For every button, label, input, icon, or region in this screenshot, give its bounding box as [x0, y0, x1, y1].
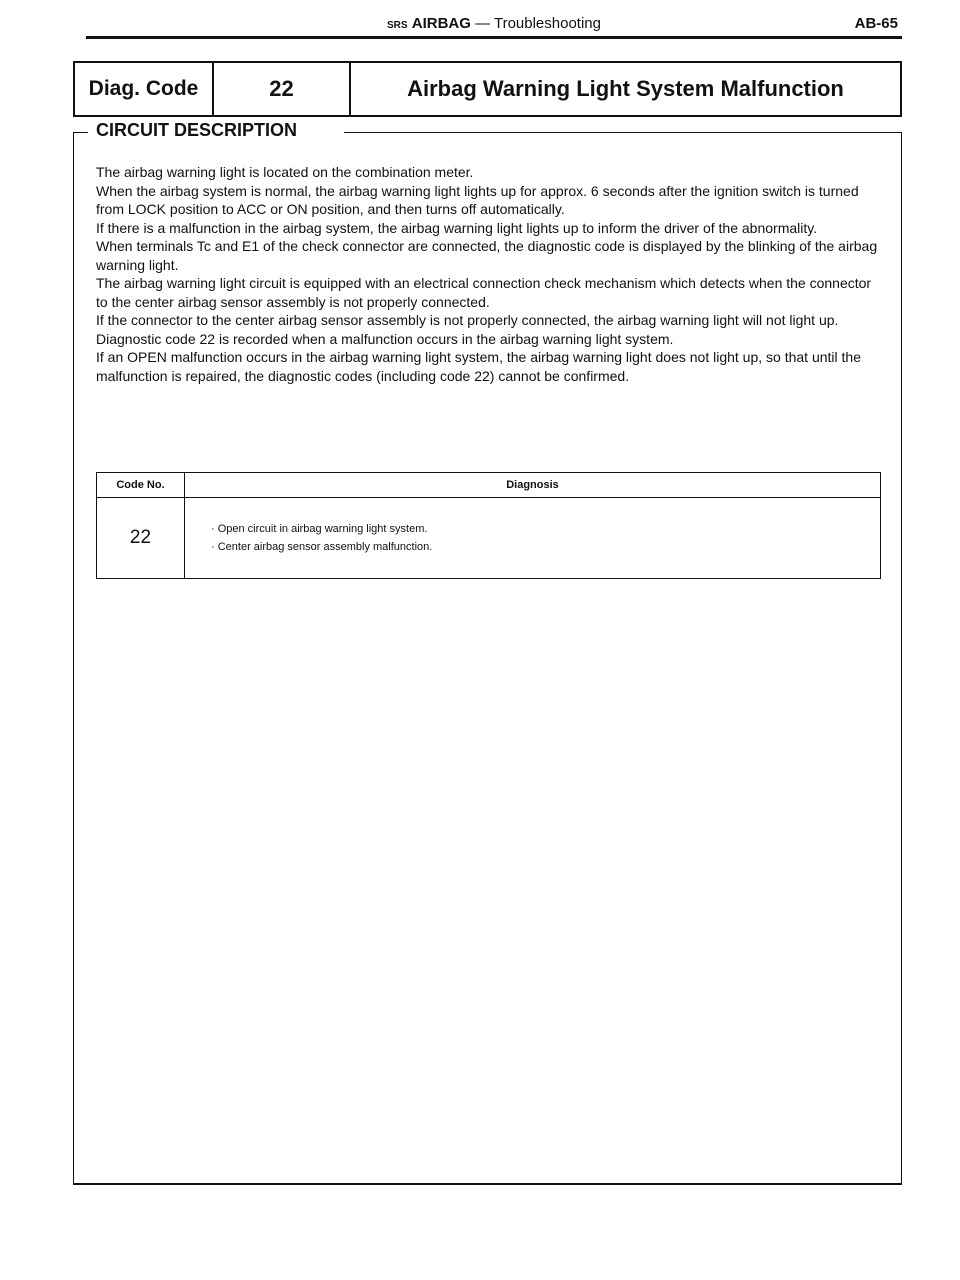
diag-code-title: Airbag Warning Light System Malfunction	[349, 63, 900, 115]
diagnosis-item: · Center airbag sensor assembly malfunction.	[211, 541, 433, 553]
diagnosis-table	[96, 472, 881, 579]
header-srs: SRS	[387, 20, 408, 31]
diag-code-number: 22	[212, 63, 349, 115]
table-cell-diagnosis	[185, 498, 881, 579]
description-line: The airbag warning light is located on the combination meter.	[96, 164, 474, 180]
diag-code-label: Diag. Code	[88, 77, 199, 100]
circuit-description-frame	[73, 120, 902, 1185]
column-header-code: Code No.	[97, 473, 185, 498]
table-header-row	[97, 473, 881, 498]
diag-code-box	[73, 61, 902, 117]
header-rule	[86, 36, 902, 39]
table-row	[97, 498, 881, 579]
section-title: CIRCUIT DESCRIPTION	[92, 120, 301, 141]
description-line: The airbag warning light circuit is equipped with an electrical connection check mechanism which detects when the connector to the center airbag sensor assembly is not properly connected.	[96, 275, 872, 310]
table-cell-code: 22	[97, 498, 185, 579]
description-line: Diagnostic code 22 is recorded when a malfunction occurs in the airbag warning light system.	[96, 330, 674, 347]
circuit-description	[96, 163, 884, 385]
description-line: When the airbag system is normal, the airbag warning light lights up for approx. 6 seconds after the ignition switch is turned from LOCK position to ACC or ON position, and then turns off automatically.	[96, 182, 859, 217]
page-header	[86, 10, 902, 38]
header-section: AIRBAG	[411, 15, 471, 32]
frame-rule-right	[344, 132, 901, 133]
description-line: If an OPEN malfunction occurs in the airbag warning light system, the airbag warning light does not light up, so that until the malfunction is repaired, the diagnostic codes (including code 22) cannot be confirmed.	[96, 349, 861, 384]
header-title	[86, 15, 902, 32]
description-line: If the connector to the center airbag sensor assembly is not properly connected, the airbag warning light will not light up.	[96, 312, 839, 328]
diagnosis-item: · Open circuit in airbag warning light system.	[211, 523, 428, 535]
description-line: When terminals Tc and E1 of the check connector are connected, the diagnostic code is displayed by the blinking of the airbag warning light.	[96, 238, 878, 273]
frame-rule-left	[74, 132, 88, 133]
header-subtitle: — Troubleshooting	[475, 15, 601, 32]
page-number: AB-65	[854, 15, 898, 32]
description-line: If there is a malfunction in the airbag system, the airbag warning light lights up to inform the driver of the abnormality.	[96, 219, 818, 236]
column-header-diagnosis: Diagnosis	[185, 473, 881, 498]
